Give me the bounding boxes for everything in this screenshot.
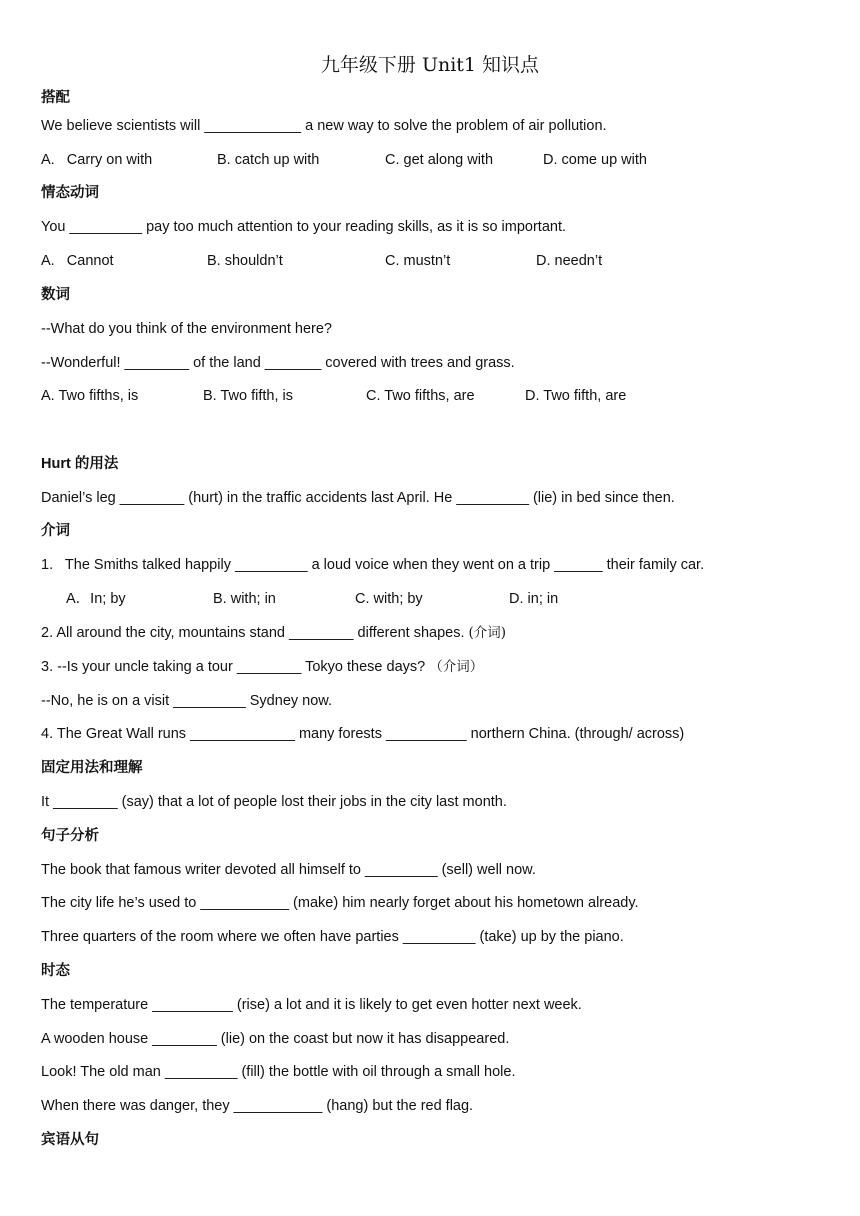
option-b: B. Two fifth, is [203, 388, 293, 404]
question-note: （介词） [429, 659, 484, 675]
dialogue-line: --No, he is on a visit _________ Sydney now. [41, 693, 332, 709]
section-heading-sentence-analysis: 句子分析 [41, 828, 99, 844]
section-heading-prepositions: 介词 [41, 523, 70, 539]
question-text: 4. The Great Wall runs _____________ many forests __________ northern China. (through/ across) [41, 726, 685, 742]
section-heading-tenses: 时态 [41, 963, 70, 979]
dialogue-line: --What do you think of the environment here? [41, 321, 332, 337]
section-heading-collocation: 搭配 [41, 90, 70, 106]
question-body: 2. All around the city, mountains stand ________ different shapes. [41, 625, 465, 641]
section-heading-modal-verbs: 情态动词 [41, 185, 99, 201]
question-text: Three quarters of the room where we often have parties _________ (take) up by the piano. [41, 929, 624, 945]
question-text [41, 623, 506, 643]
question-text: 1. The Smiths talked happily _________ a loud voice when they went on a trip ______ their family car. [41, 557, 705, 573]
question-text: It ________ (say) that a lot of people lost their jobs in the city last month. [41, 794, 507, 810]
question-text: You _________ pay too much attention to your reading skills, as it is so important. [41, 219, 567, 235]
question-text: Look! The old man _________ (fill) the bottle with oil through a small hole. [41, 1064, 516, 1080]
question-text: When there was danger, they ___________ (hang) but the red flag. [41, 1098, 474, 1114]
question-text: We believe scientists will ____________ a new way to solve the problem of air pollution. [41, 118, 607, 134]
section-heading-fixed-usage: 固定用法和理解 [41, 760, 143, 776]
question-text: The temperature __________ (rise) a lot and it is likely to get even hotter next week. [41, 997, 582, 1013]
section-heading-numerals: 数词 [41, 287, 70, 303]
question-note: (介词) [468, 625, 507, 641]
dialogue-line: --Wonderful! ________ of the land _______ covered with trees and grass. [41, 355, 515, 371]
option-b: B. catch up with [217, 152, 320, 168]
option-c: C. Two fifths, are [366, 388, 475, 404]
option-d: D. needn’t [536, 253, 603, 269]
option-b: B. shouldn’t [207, 253, 283, 269]
question-text: The book that famous writer devoted all himself to _________ (sell) well now. [41, 862, 536, 878]
question-text: A wooden house ________ (lie) on the coast but now it has disappeared. [41, 1031, 510, 1047]
option-a: A．In; by [66, 591, 126, 607]
question-text: The city life he’s used to ___________ (make) him nearly forget about his hometown already. [41, 895, 639, 911]
question-text [41, 657, 483, 677]
option-c: C. get along with [385, 152, 494, 168]
question-body: 3. --Is your uncle taking a tour ________ Tokyo these days? [41, 659, 426, 675]
option-d: D. Two fifth, are [525, 388, 627, 404]
option-c: C. with; by [355, 591, 423, 607]
option-c: C. mustn’t [385, 253, 451, 269]
section-heading-object-clauses: 宾语从句 [41, 1132, 99, 1148]
option-d: D. come up with [543, 152, 647, 168]
option-a: A. Two fifths, is [41, 388, 139, 404]
page-title: 九年级下册 Unit1 知识点 [320, 54, 540, 76]
section-heading-hurt-usage: Hurt 的用法 [41, 456, 119, 472]
option-d: D. in; in [509, 591, 559, 607]
option-b: B. with; in [213, 591, 276, 607]
option-a: A. Cannot [41, 253, 114, 269]
option-a: A. Carry on with [41, 152, 153, 168]
question-text: Daniel’s leg ________ (hurt) in the traffic accidents last April. He _________ (lie) in bed since then. [41, 490, 675, 506]
